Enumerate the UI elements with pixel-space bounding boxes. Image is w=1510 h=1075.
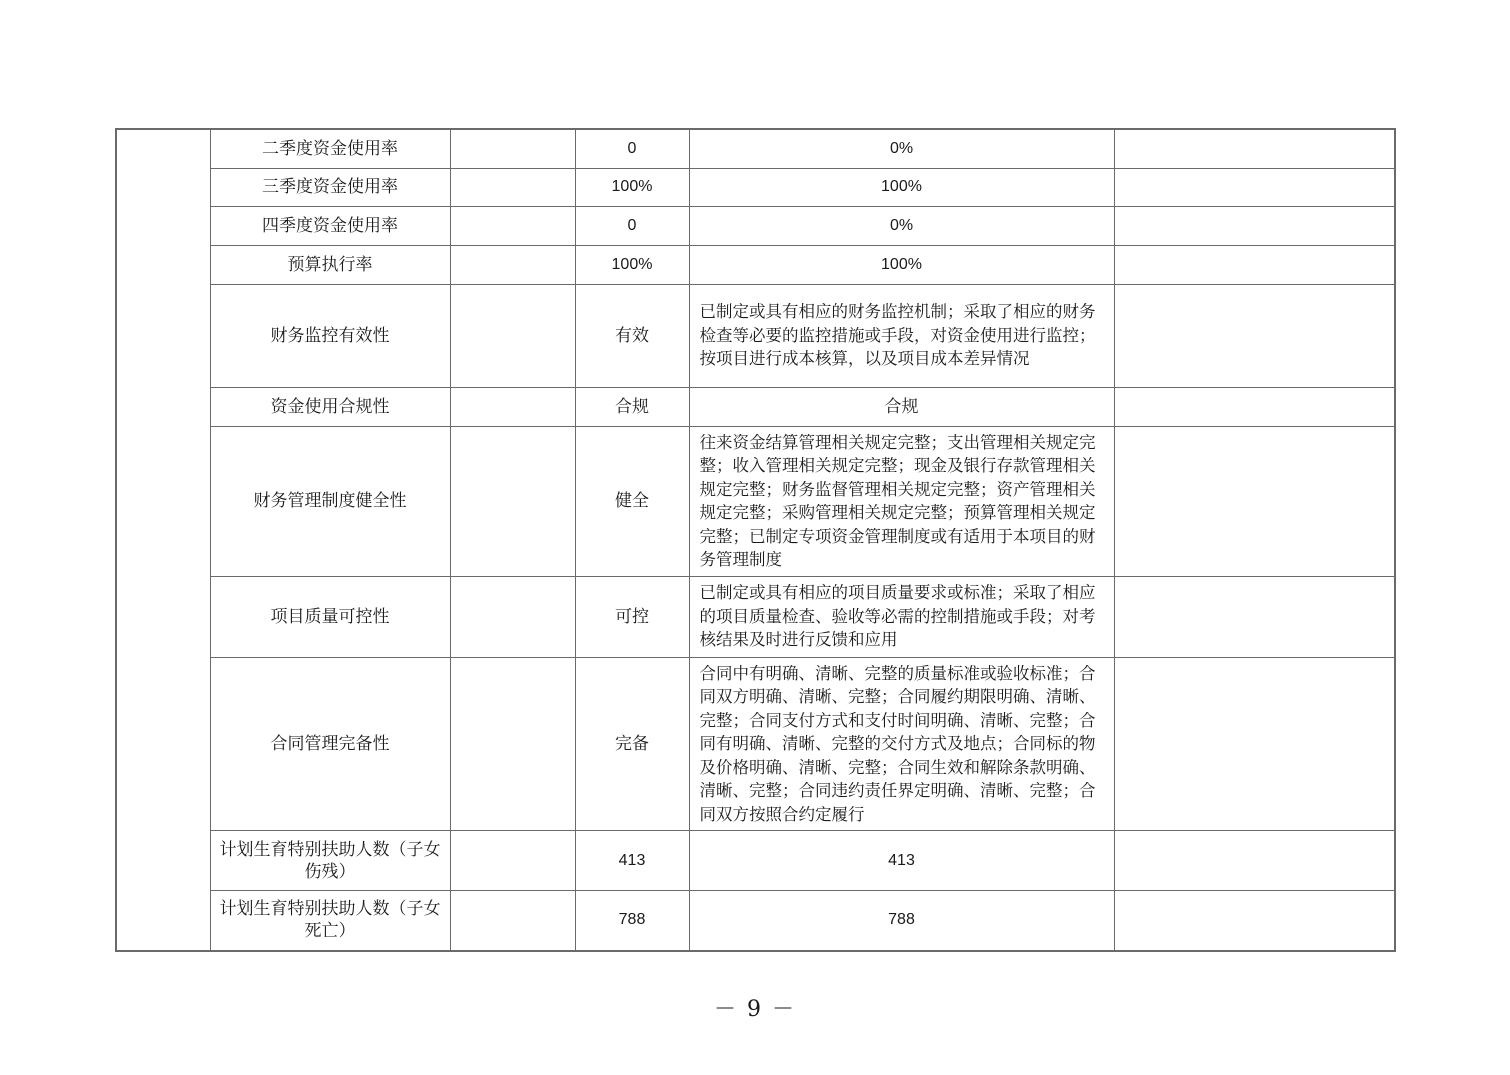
indicator-name: 合同管理完备性 <box>210 657 450 831</box>
blank-cell <box>450 831 575 891</box>
remark-cell <box>1114 168 1395 206</box>
target-value: 0 <box>575 129 689 168</box>
blank-cell <box>450 657 575 831</box>
indicator-name: 资金使用合规性 <box>210 387 450 426</box>
actual-value: 合同中有明确、清晰、完整的质量标准或验收标准；合同双方明确、清晰、完整；合同履约期限明确、清晰、完整；合同支付方式和支付时间明确、清晰、完整；合同有明确、清晰、完整的交付方式及地点；合同标的物及价格明确、清晰、完整；合同生效和解除条款明确、清晰、完整；合同违约责任界定明确、清晰、完整；合同双方按照合约定履行 <box>689 657 1114 831</box>
actual-value: 往来资金结算管理相关规定完整；支出管理相关规定完整；收入管理相关规定完整；现金及银行存款管理相关规定完整；财务监督管理相关规定完整；资产管理相关规定完整；采购管理相关规定完整；预算管理相关规定完整；已制定专项资金管理制度或有适用于本项目的财务管理制度 <box>689 426 1114 576</box>
blank-cell <box>450 387 575 426</box>
indicator-name: 二季度资金使用率 <box>210 129 450 168</box>
target-value: 完备 <box>575 657 689 831</box>
actual-value: 已制定或具有相应的项目质量要求或标准；采取了相应的项目质量检查、验收等必需的控制措施或手段；对考核结果及时进行反馈和应用 <box>689 576 1114 657</box>
indicator-name: 计划生育特别扶助人数（子女伤残） <box>210 831 450 891</box>
blank-cell <box>450 245 575 284</box>
target-value: 有效 <box>575 284 689 387</box>
indicator-name: 三季度资金使用率 <box>210 168 450 206</box>
blank-cell <box>450 891 575 951</box>
performance-indicator-table <box>115 128 1396 952</box>
table-row <box>116 168 1395 206</box>
table-row <box>116 891 1395 951</box>
indicator-name: 预算执行率 <box>210 245 450 284</box>
category-cell <box>116 129 210 951</box>
remark-cell <box>1114 387 1395 426</box>
indicator-name: 项目质量可控性 <box>210 576 450 657</box>
blank-cell <box>450 426 575 576</box>
target-value: 0 <box>575 206 689 245</box>
actual-value: 已制定或具有相应的财务监控机制；采取了相应的财务检查等必要的监控措施或手段，对资金使用进行监控；按项目进行成本核算，以及项目成本差异情况 <box>689 284 1114 387</box>
actual-value: 100% <box>689 245 1114 284</box>
remark-cell <box>1114 426 1395 576</box>
actual-value: 0% <box>689 129 1114 168</box>
table-row <box>116 426 1395 576</box>
remark-cell <box>1114 657 1395 831</box>
indicator-name: 四季度资金使用率 <box>210 206 450 245</box>
actual-value: 413 <box>689 831 1114 891</box>
target-value: 健全 <box>575 426 689 576</box>
actual-value: 0% <box>689 206 1114 245</box>
page-number: － 9 － <box>714 997 796 1022</box>
target-value: 413 <box>575 831 689 891</box>
target-value: 100% <box>575 168 689 206</box>
remark-cell <box>1114 245 1395 284</box>
actual-value: 788 <box>689 891 1114 951</box>
table-row <box>116 831 1395 891</box>
remark-cell <box>1114 129 1395 168</box>
target-value: 100% <box>575 245 689 284</box>
remark-cell <box>1114 891 1395 951</box>
table-row <box>116 206 1395 245</box>
target-value: 788 <box>575 891 689 951</box>
blank-cell <box>450 206 575 245</box>
actual-value: 合规 <box>689 387 1114 426</box>
table-row <box>116 284 1395 387</box>
remark-cell <box>1114 284 1395 387</box>
target-value: 合规 <box>575 387 689 426</box>
table-row <box>116 657 1395 831</box>
remark-cell <box>1114 206 1395 245</box>
table-row <box>116 245 1395 284</box>
blank-cell <box>450 168 575 206</box>
table-row <box>116 387 1395 426</box>
blank-cell <box>450 129 575 168</box>
target-value: 可控 <box>575 576 689 657</box>
actual-value: 100% <box>689 168 1114 206</box>
remark-cell <box>1114 576 1395 657</box>
indicator-name: 财务监控有效性 <box>210 284 450 387</box>
blank-cell <box>450 284 575 387</box>
indicator-name: 计划生育特别扶助人数（子女死亡） <box>210 891 450 951</box>
table-row <box>116 129 1395 168</box>
blank-cell <box>450 576 575 657</box>
indicator-name: 财务管理制度健全性 <box>210 426 450 576</box>
table-row <box>116 576 1395 657</box>
remark-cell <box>1114 831 1395 891</box>
